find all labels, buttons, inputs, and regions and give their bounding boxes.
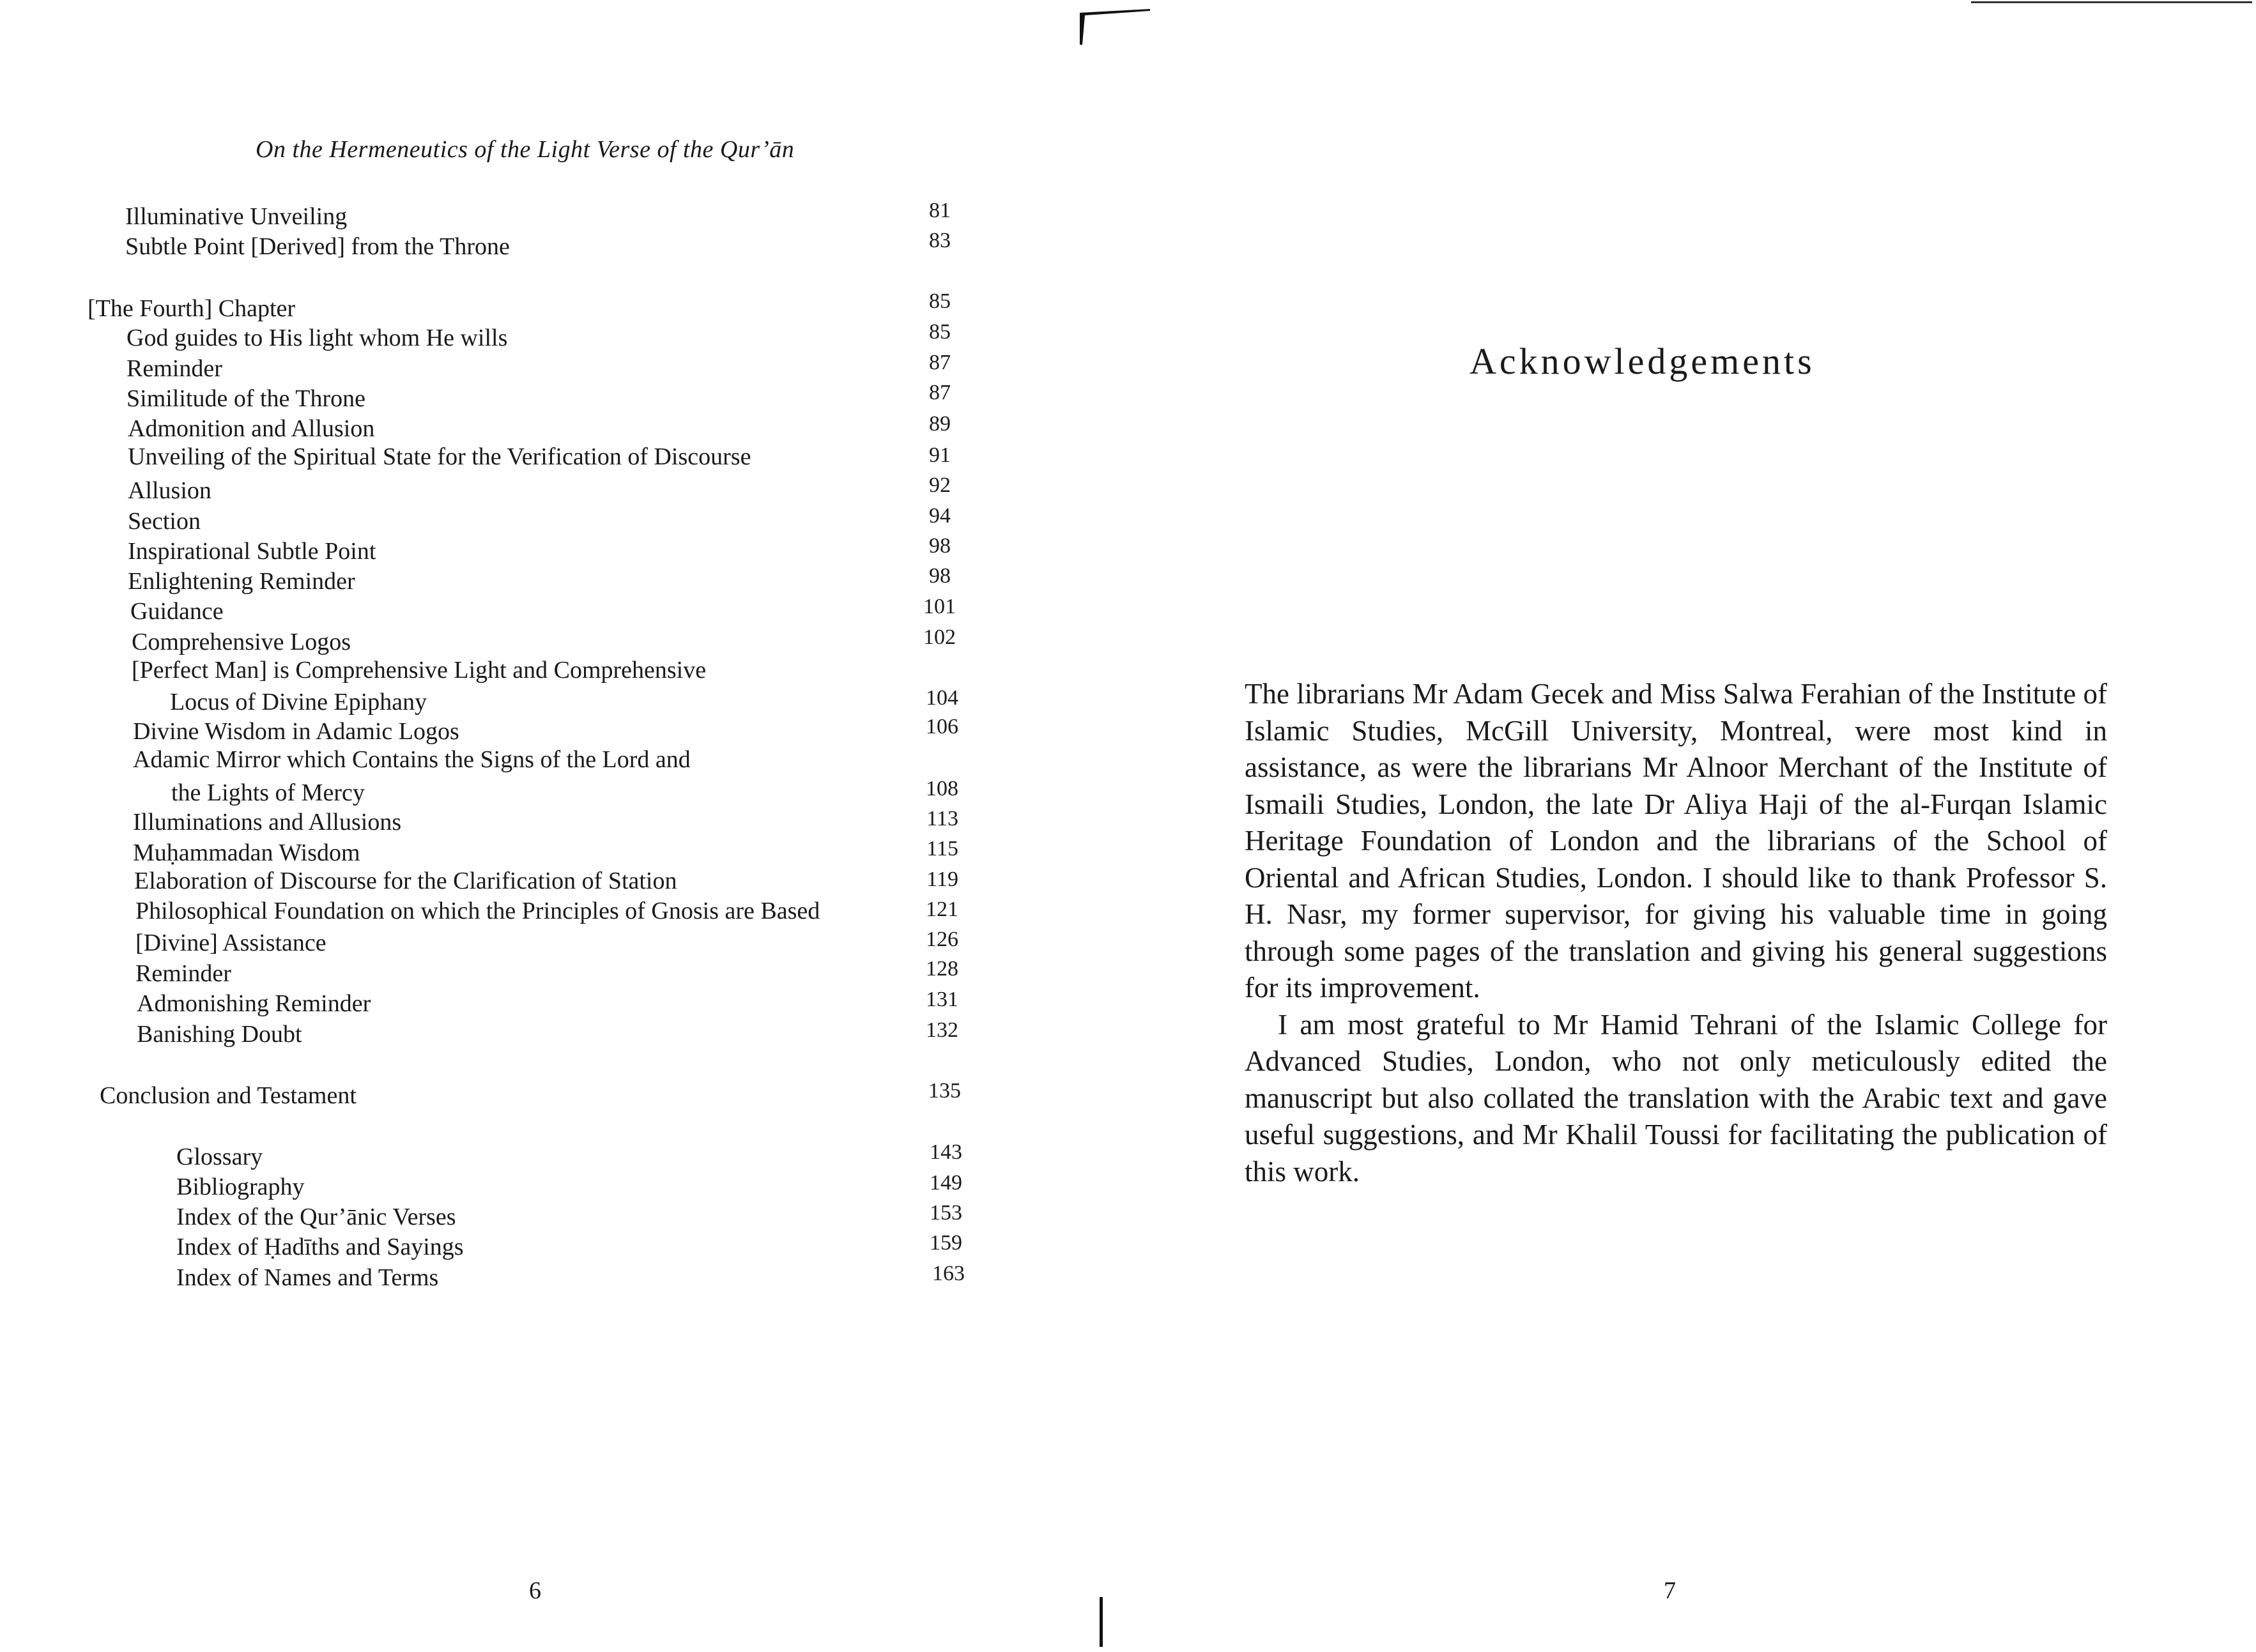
toc-entry: God guides to His light whom He wills <box>127 325 508 351</box>
toc-entry: Admonition and Allusion <box>128 415 375 442</box>
toc-page-number: 104 <box>926 686 958 710</box>
toc-entry: Bibliography <box>176 1174 305 1200</box>
toc-entry: Section <box>128 508 201 535</box>
paragraph: I am most grateful to Mr Hamid Tehrani of the Islamic College for Advanced Studies, London, who not only meticulously edited the manuscript but also collated the translation with the Arabic text and gave useful suggestions, and Mr Khalil Toussi for facilitating the publication of this work. <box>1245 1008 2107 1188</box>
toc-page-number: 98 <box>929 564 951 588</box>
toc-entry: Illuminative Unveiling <box>125 203 348 230</box>
toc-page-number: 163 <box>932 1262 965 1285</box>
toc-page-number: 149 <box>930 1171 962 1195</box>
toc-entry: Glossary <box>176 1143 263 1170</box>
toc-entry: Divine Wisdom in Adamic Logos <box>133 718 459 745</box>
toc-page-number: 128 <box>926 957 958 981</box>
toc-entry-continuation: the Lights of Mercy <box>171 779 365 806</box>
toc-entry: [The Fourth] Chapter <box>88 295 296 322</box>
toc-page-number: 94 <box>929 504 951 528</box>
toc-page-number: 132 <box>926 1018 958 1042</box>
toc-page-number: 135 <box>928 1079 961 1103</box>
toc-page-number: 102 <box>923 625 956 649</box>
toc-page-number: 85 <box>929 289 951 313</box>
toc-page-number: 91 <box>929 443 951 467</box>
toc-entry: Admonishing Reminder <box>137 990 371 1017</box>
toc-page-number: 143 <box>930 1140 962 1164</box>
toc-entry: Conclusion and Testament <box>100 1082 357 1109</box>
toc-page-number: 126 <box>926 928 958 951</box>
toc-page-number: 108 <box>926 777 958 800</box>
toc-page-number: 87 <box>929 381 951 404</box>
toc-page-number: 85 <box>929 320 951 344</box>
paragraph: The librarians Mr Adam Gecek and Miss Salwa Ferahian of the Institute of Islamic Studies, McGill University, Montreal, were most kind in assistance, as were the librarians Mr Alnoor Merchant of the Institute of Ismaili Studies, London, the late Dr Aliya Haji of the al-Furqan Islamic Heritage Foundation of London and the librarians of the School of Oriental and African Studies, London. I should like to thank Professor S. H. Nasr, my former supervisor, for giving his valuable time in going through some pages of the translation and giving his general suggestions for its improvement. <box>1245 678 2107 1004</box>
toc-entry: [Perfect Man] is Comprehensive Light and Comprehensive <box>132 657 707 684</box>
toc-page-number: 81 <box>929 199 951 222</box>
toc-entry: Reminder <box>135 960 231 987</box>
toc-entry: Guidance <box>130 598 224 625</box>
running-head: On the Hermeneutics of the Light Verse of the Qur’ān <box>256 136 795 163</box>
toc-page-number: 106 <box>926 715 958 738</box>
toc-entry: Index of the Qur’ānic Verses <box>176 1204 456 1230</box>
toc-page-number: 87 <box>929 351 951 374</box>
toc-page-number: 115 <box>926 837 958 860</box>
toc-entry: [Divine] Assistance <box>135 929 326 956</box>
toc-entry: Similitude of the Throne <box>127 385 365 412</box>
page-number: 7 <box>1664 1577 1676 1604</box>
toc-entry: Allusion <box>128 477 211 504</box>
toc-entry: Adamic Mirror which Contains the Signs of the Lord and <box>133 746 691 773</box>
toc-page-number: 113 <box>926 807 958 830</box>
left-page <box>0 0 1086 1652</box>
toc-entry: Index of Names and Terms <box>176 1264 439 1291</box>
toc-entry: Banishing Doubt <box>137 1021 302 1048</box>
toc-entry: Unveiling of the Spiritual State for the Verification of Discourse <box>128 443 751 470</box>
toc-entry: Comprehensive Logos <box>132 629 351 655</box>
toc-page-number: 131 <box>926 988 958 1011</box>
page-number: 6 <box>529 1577 541 1604</box>
toc-entry: Muḥammadan Wisdom <box>133 839 360 866</box>
toc-page-number: 119 <box>926 868 958 891</box>
toc-entry-continuation: Locus of Divine Epiphany <box>170 689 427 715</box>
toc-page-number: 159 <box>930 1231 962 1255</box>
toc-page-number: 153 <box>930 1201 962 1225</box>
acknowledgements-body <box>1245 676 2107 1190</box>
toc-entry: Illuminations and Allusions <box>133 809 402 836</box>
toc-page-number: 92 <box>929 473 951 497</box>
toc-entry: Subtle Point [Derived] from the Throne <box>125 233 510 260</box>
toc-entry: Enlightening Reminder <box>128 568 355 595</box>
toc-page-number: 83 <box>929 229 951 252</box>
toc-page-number: 121 <box>926 898 958 921</box>
toc-entry: Elaboration of Discourse for the Clarification of Station <box>134 868 677 894</box>
toc-entry: Reminder <box>127 355 222 382</box>
toc-entry: Index of Ḥadīths and Sayings <box>176 1234 464 1260</box>
toc-page-number: 98 <box>929 534 951 558</box>
acknowledgements-heading: Acknowledgements <box>1469 340 1815 382</box>
toc-page-number: 101 <box>923 595 956 618</box>
toc-entry: Philosophical Foundation on which the Principles of Gnosis are Based <box>135 898 820 924</box>
toc-page-number: 89 <box>929 412 951 436</box>
toc-entry: Inspirational Subtle Point <box>128 538 376 565</box>
